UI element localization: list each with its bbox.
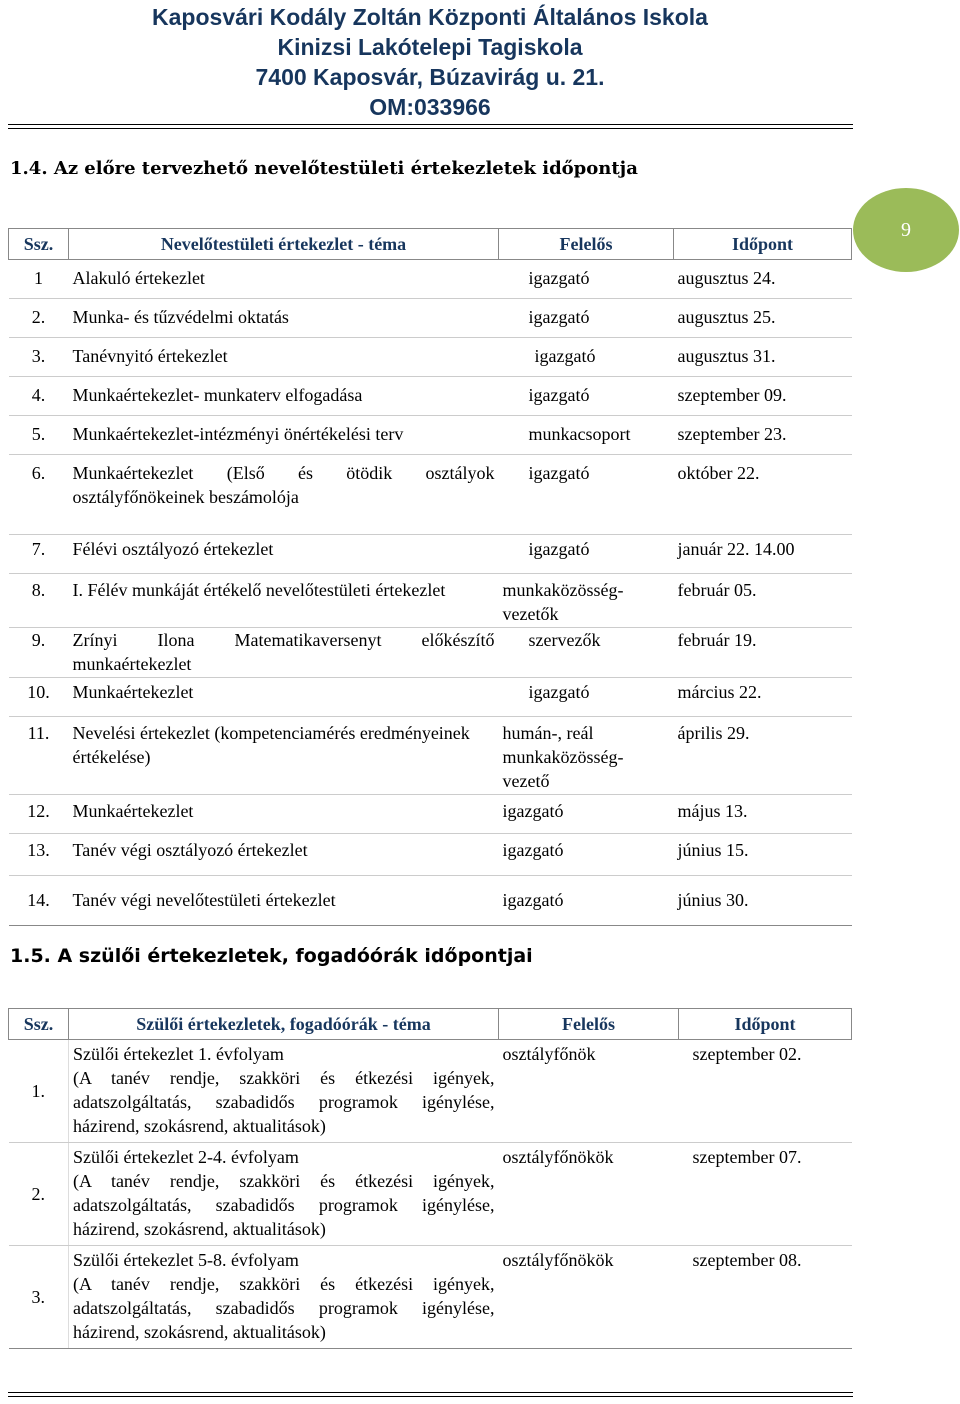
row-number: 1 <box>9 260 69 299</box>
row-responsible: igazgató <box>499 455 674 535</box>
school-name: Kaposvári Kodály Zoltán Központi Általános Iskola <box>152 4 708 30</box>
row-topic <box>69 1246 499 1349</box>
row-number: 8. <box>9 574 69 628</box>
row-date: február 19. <box>674 628 852 678</box>
row-responsible: osztályfőnökök <box>499 1143 679 1246</box>
row-number: 13. <box>9 834 69 876</box>
row-topic: Tanévnyitó értekezlet <box>69 338 499 377</box>
header-divider-2 <box>8 128 853 129</box>
row-number: 10. <box>9 678 69 717</box>
row-number: 3. <box>9 338 69 377</box>
school-header <box>0 2 860 122</box>
row-responsible: munkaközösség-vezetők <box>499 574 674 628</box>
row-date: március 22. <box>674 678 852 717</box>
table-row <box>9 876 852 926</box>
footer-divider-2 <box>8 1396 853 1397</box>
row-date: január 22. 14.00 <box>674 535 852 574</box>
row-responsible: igazgató <box>499 260 674 299</box>
row-responsible: igazgató <box>499 795 674 834</box>
row-date: szeptember 07. <box>679 1143 852 1246</box>
row-topic-body: (A tanév rendje, szakköri és étkezési igények, adatszolgáltatás, szabadidős programok igénylése, házirend, szokásrend, aktualitások) <box>73 1068 495 1136</box>
column-header: Ssz. <box>9 1009 69 1040</box>
school-branch: Kinizsi Lakótelepi Tagiskola <box>277 34 583 60</box>
row-topic: I. Félév munkáját értékelő nevelőtestületi értekezlet <box>69 574 499 628</box>
row-number: 2. <box>9 299 69 338</box>
table-row <box>9 1246 852 1349</box>
column-header: Időpont <box>674 229 852 260</box>
row-topic-title: Szülői értekezlet 1. évfolyam <box>73 1044 284 1064</box>
table-row <box>9 1143 852 1246</box>
row-date: szeptember 23. <box>674 416 852 455</box>
row-responsible: osztályfőnök <box>499 1040 679 1143</box>
table-row <box>9 1040 852 1143</box>
row-topic: Tanév végi osztályozó értekezlet <box>69 834 499 876</box>
row-date: június 15. <box>674 834 852 876</box>
row-date: június 30. <box>674 876 852 926</box>
row-responsible: humán-, reál munkaközösség-vezető <box>499 717 674 795</box>
row-number: 14. <box>9 876 69 926</box>
row-date: augusztus 25. <box>674 299 852 338</box>
row-responsible: osztályfőnökök <box>499 1246 679 1349</box>
row-topic-body: (A tanév rendje, szakköri és étkezési igények, adatszolgáltatás, szabadidős programok igénylése, házirend, szokásrend, aktualitások) <box>73 1274 495 1342</box>
row-date: október 22. <box>674 455 852 535</box>
row-topic: Munkaértekezlet <box>69 678 499 717</box>
row-topic: Munkaértekezlet (Első és ötödik osztályok osztályfőnökeinek beszámolója <box>69 455 499 535</box>
row-topic: Nevelési értekezlet (kompetenciamérés eredményeinek értékelése) <box>69 717 499 795</box>
column-header: Nevelőtestületi értekezlet - téma <box>69 229 499 260</box>
row-number: 9. <box>9 628 69 678</box>
row-topic-title: Szülői értekezlet 2-4. évfolyam <box>73 1147 299 1167</box>
row-responsible: szervezők <box>499 628 674 678</box>
footer-divider <box>8 1392 853 1393</box>
row-responsible: igazgató <box>499 535 674 574</box>
row-topic: Tanév végi nevelőtestületi értekezlet <box>69 876 499 926</box>
row-responsible: igazgató <box>499 299 674 338</box>
column-header: Felelős <box>499 1009 679 1040</box>
table-row <box>9 455 852 535</box>
row-number: 1. <box>9 1040 69 1143</box>
row-topic: Munka- és tűzvédelmi oktatás <box>69 299 499 338</box>
table-row <box>9 260 852 299</box>
section-title-parent-meetings: 1.5. A szülői értekezletek, fogadóórák időpontjai <box>10 945 533 967</box>
table-row <box>9 834 852 876</box>
staff-meetings-table <box>8 228 852 926</box>
row-topic-body: (A tanév rendje, szakköri és étkezési igények, adatszolgáltatás, szabadidős programok igénylése, házirend, szokásrend, aktualitások) <box>73 1171 495 1239</box>
column-header: Időpont <box>679 1009 852 1040</box>
row-number: 12. <box>9 795 69 834</box>
table-row <box>9 535 852 574</box>
row-responsible: igazgató <box>499 338 674 377</box>
row-topic: Félévi osztályozó értekezlet <box>69 535 499 574</box>
school-om-id: OM:033966 <box>369 94 491 120</box>
row-date: szeptember 02. <box>679 1040 852 1143</box>
table-row <box>9 717 852 795</box>
row-number: 7. <box>9 535 69 574</box>
table-row <box>9 416 852 455</box>
row-number: 11. <box>9 717 69 795</box>
row-date: szeptember 09. <box>674 377 852 416</box>
column-header: Ssz. <box>9 229 69 260</box>
row-date: április 29. <box>674 717 852 795</box>
table-row <box>9 299 852 338</box>
table-row <box>9 628 852 678</box>
row-date: szeptember 08. <box>679 1246 852 1349</box>
row-number: 5. <box>9 416 69 455</box>
row-topic: Munkaértekezlet- munkaterv elfogadása <box>69 377 499 416</box>
section-title-meetings: 1.4. Az előre tervezhető nevelőtestületi értekezletek időpontja <box>10 158 638 179</box>
table-header-row <box>9 229 852 260</box>
page-number-badge <box>853 188 959 272</box>
row-topic-title: Szülői értekezlet 5-8. évfolyam <box>73 1250 299 1270</box>
table-row <box>9 377 852 416</box>
row-date: augusztus 24. <box>674 260 852 299</box>
row-responsible: igazgató <box>499 377 674 416</box>
row-responsible: igazgató <box>499 876 674 926</box>
table-header-row <box>9 1009 852 1040</box>
table-row <box>9 338 852 377</box>
table-row <box>9 574 852 628</box>
table-row <box>9 678 852 717</box>
column-header: Felelős <box>499 229 674 260</box>
page-number: 9 <box>901 218 911 241</box>
row-date: május 13. <box>674 795 852 834</box>
row-topic: Alakuló értekezlet <box>69 260 499 299</box>
row-number: 2. <box>9 1143 69 1246</box>
row-topic <box>69 1143 499 1246</box>
row-topic <box>69 1040 499 1143</box>
parent-meetings-table <box>8 1008 852 1349</box>
school-address: 7400 Kaposvár, Búzavirág u. 21. <box>255 64 605 90</box>
row-topic: Munkaértekezlet-intézményi önértékelési terv <box>69 416 499 455</box>
column-header: Szülői értekezletek, fogadóórák - téma <box>69 1009 499 1040</box>
row-number: 6. <box>9 455 69 535</box>
table-row <box>9 795 852 834</box>
header-divider <box>8 124 853 125</box>
row-responsible: igazgató <box>499 678 674 717</box>
row-responsible: igazgató <box>499 834 674 876</box>
row-topic: Zrínyi Ilona Matematikaversenyt előkészítő munkaértekezlet <box>69 628 499 678</box>
row-topic: Munkaértekezlet <box>69 795 499 834</box>
row-number: 3. <box>9 1246 69 1349</box>
row-date: augusztus 31. <box>674 338 852 377</box>
row-number: 4. <box>9 377 69 416</box>
row-date: február 05. <box>674 574 852 628</box>
row-responsible: munkacsoport <box>499 416 674 455</box>
